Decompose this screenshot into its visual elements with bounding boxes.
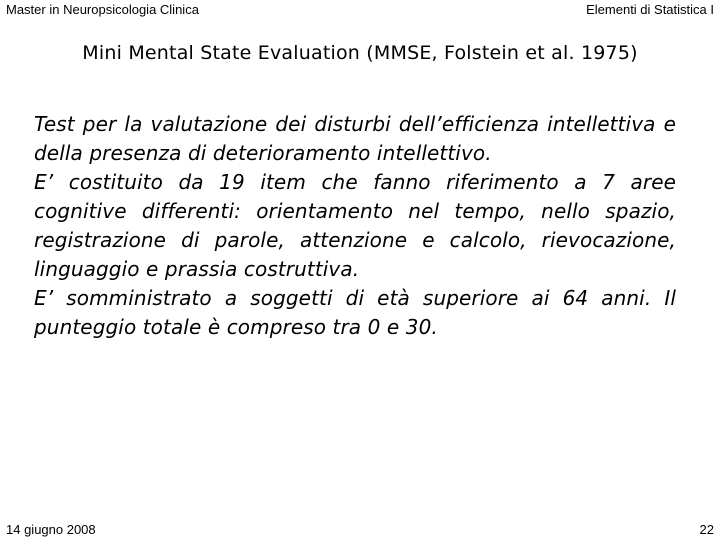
slide-body (34, 110, 676, 342)
footer-date: 14 giugno 2008 (6, 522, 96, 537)
paragraph-2: E’ costituito da 19 item che fanno riferimento a 7 aree cognitive differenti: orientamento nel tempo, nello spazio, registrazione di parole, attenzione e calcolo, rievocazione, linguaggio e prassia costruttiva. (34, 170, 676, 281)
page-number: 22 (699, 522, 714, 537)
header-left: Master in Neuropsicologia Clinica (6, 2, 199, 17)
slide-title: Mini Mental State Evaluation (MMSE, Folstein et al. 1975) (82, 42, 638, 64)
paragraph-1: Test per la valutazione dei disturbi dell’efficienza intellettiva e della presenza di deterioramento intellettivo. (34, 112, 676, 165)
header-right: Elementi di Statistica I (586, 2, 714, 17)
paragraph-3: E’ somministrato a soggetti di età superiore ai 64 anni. Il punteggio totale è compreso tra 0 e 30. (34, 286, 676, 339)
